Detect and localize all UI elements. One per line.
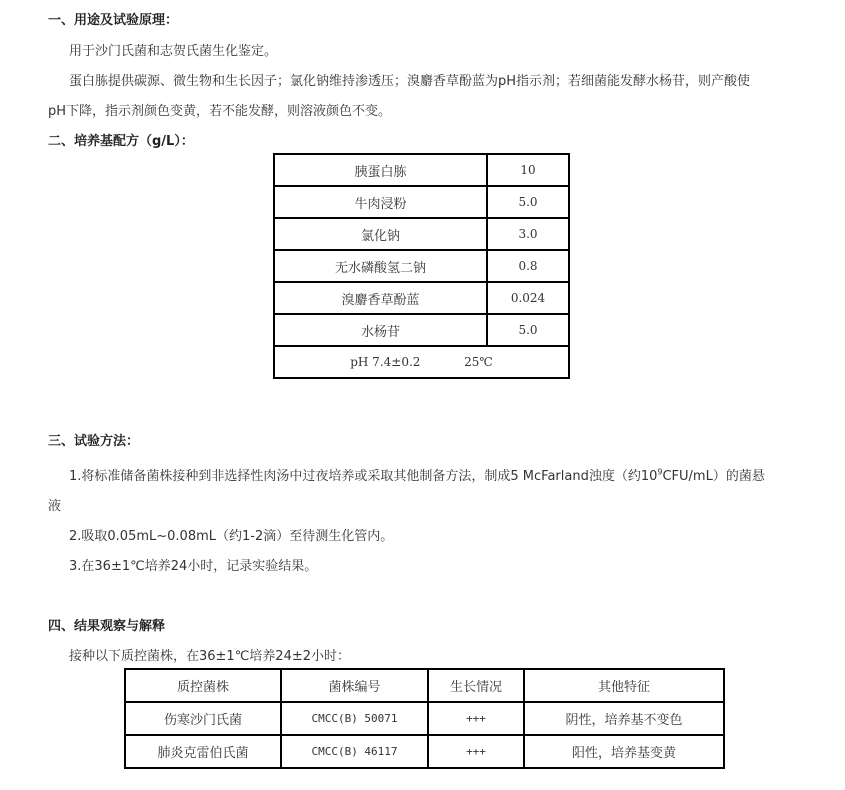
ph-cell: [274, 346, 569, 378]
qc-strain: 肺炎克雷伯氏菌: [125, 735, 281, 768]
qc-header-growth: 生长情况: [428, 669, 524, 702]
formula-row: [274, 314, 569, 346]
qc-row: [125, 735, 724, 768]
ingredient-value: 0.024: [487, 282, 569, 314]
ingredient-value: 3.0: [487, 218, 569, 250]
qc-header-strain: 质控菌株: [125, 669, 281, 702]
step1-exponent: 9: [657, 467, 663, 477]
formula-row: [274, 250, 569, 282]
section4-intro: 接种以下质控菌株，在36±1℃培养24±2小时：: [69, 649, 351, 664]
ingredient-value: 5.0: [487, 186, 569, 218]
ingredient-name: 溴麝香草酚蓝: [274, 282, 487, 314]
qc-growth: +++: [428, 735, 524, 768]
ingredient-name: 无水磷酸氢二钠: [274, 250, 487, 282]
ingredient-name: 水杨苷: [274, 314, 487, 346]
formula-row: [274, 154, 569, 186]
section3-heading: 三、试验方法：: [48, 434, 140, 449]
formula-row: [274, 282, 569, 314]
formula-ph-row: [274, 346, 569, 378]
section3-step2: 2.吸取0.05mL~0.08mL（约1-2滴）至待测生化管内。: [69, 529, 394, 544]
formula-row: [274, 218, 569, 250]
qc-header-code: 菌株编号: [281, 669, 428, 702]
ingredient-value: 0.8: [487, 250, 569, 282]
qc-code: CMCC(B) 46117: [281, 735, 428, 768]
qc-growth: +++: [428, 702, 524, 735]
ingredient-name: 胰蛋白胨: [274, 154, 487, 186]
ingredient-value: 10: [487, 154, 569, 186]
ingredient-value: 5.0: [487, 314, 569, 346]
ingredient-name: 牛肉浸粉: [274, 186, 487, 218]
qc-code: CMCC(B) 50071: [281, 702, 428, 735]
section1-para2-line1: 蛋白胨提供碳源、微生物和生长因子；氯化钠维持渗透压；溴麝香草酚蓝为pH指示剂；若细菌能发酵水杨苷，则产酸使: [69, 74, 751, 89]
step1-text-end: CFU/mL）的菌悬: [662, 469, 765, 484]
section1-heading: 一、用途及试验原理：: [48, 13, 179, 28]
qc-row: [125, 702, 724, 735]
qc-feature: 阴性，培养基不变色: [524, 702, 724, 735]
section1-para1: 用于沙门氏菌和志贺氏菌生化鉴定。: [69, 44, 278, 59]
section4-heading: 四、结果观察与解释: [48, 619, 166, 634]
ph-value: pH 7.4±0.2: [350, 355, 421, 369]
formula-row: [274, 186, 569, 218]
ph-temperature: 25℃: [464, 355, 493, 369]
qc-header-feature: 其他特征: [524, 669, 724, 702]
section3-step1: [69, 465, 765, 484]
qc-feature: 阳性，培养基变黄: [524, 735, 724, 768]
ingredient-name: 氯化钠: [274, 218, 487, 250]
step1-text: 1.将标准储备菌株接种到非选择性肉汤中过夜培养或采取其他制备方法，制成5 McFarland浊度（约10: [69, 469, 658, 484]
qc-header-row: [125, 669, 724, 702]
formula-table: [273, 153, 570, 379]
section3-step1-wrap: 液: [48, 499, 62, 514]
qc-strain: 伤寒沙门氏菌: [125, 702, 281, 735]
qc-table: [124, 668, 725, 769]
section1-para2-line2: pH下降，指示剂颜色变黄，若不能发酵，则溶液颜色不变。: [48, 104, 392, 119]
section3-step3: 3.在36±1℃培养24小时，记录实验结果。: [69, 559, 318, 574]
section2-heading: 二、培养基配方（g/L）：: [48, 134, 194, 149]
